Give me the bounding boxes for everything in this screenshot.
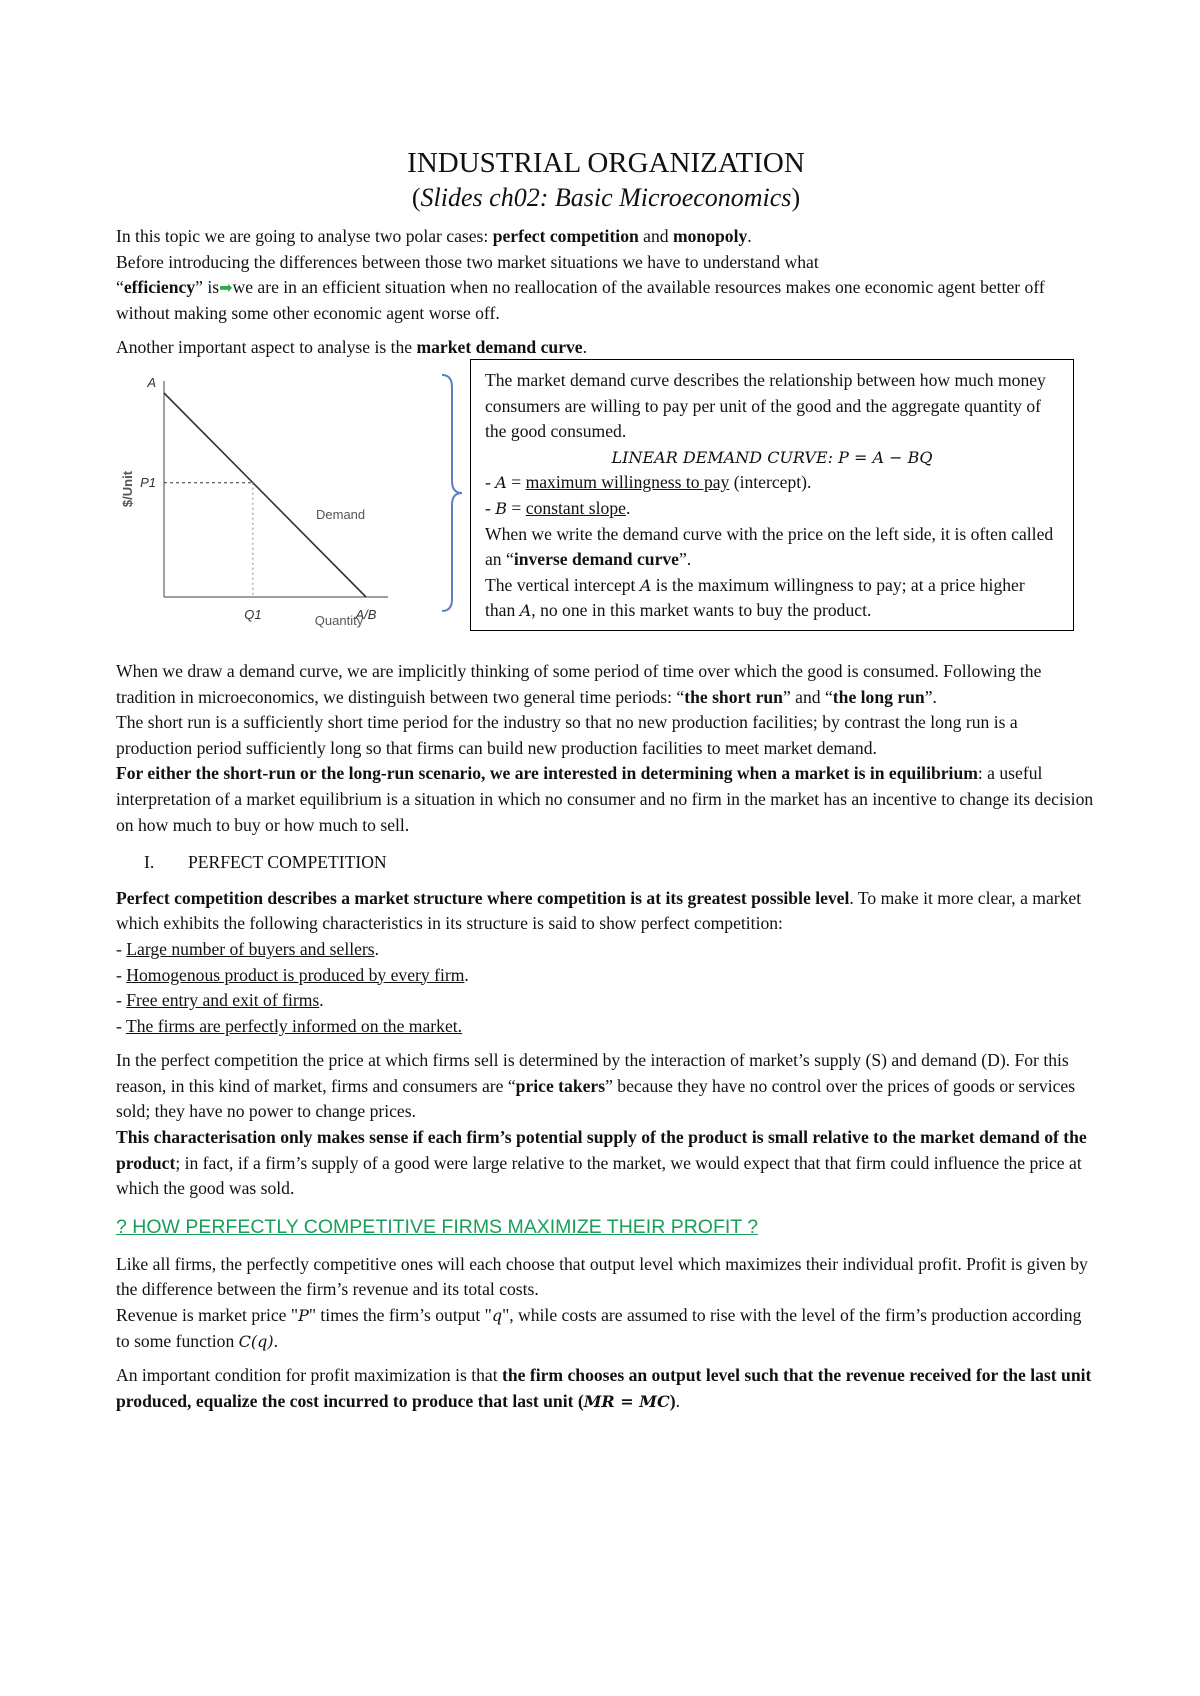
text-run: =	[507, 497, 526, 518]
box-inverse-demand	[485, 522, 1059, 573]
bold-term: the short run	[684, 686, 783, 707]
underlined-term: maximum willingness to pay	[525, 472, 730, 493]
text-run: -	[485, 497, 496, 518]
section-number: I.	[144, 852, 155, 873]
text-run: ” because they have no control over the prices of goods or services sold; they have no power to change prices.	[116, 1075, 1076, 1122]
text-run: ”.	[679, 549, 692, 570]
text-run: .	[582, 337, 588, 358]
text-run: The vertical intercept	[485, 574, 640, 595]
list-end: .	[374, 938, 380, 959]
bold-term: market demand curve	[416, 337, 583, 358]
bold-term: This characterisation only makes sense if each firm’s potential supply of the product is small relative to the market demand of the product	[116, 1127, 1087, 1173]
text-run: An important condition for profit maximization is that	[116, 1365, 503, 1386]
right-brace-icon	[440, 373, 470, 613]
y-tick-label-p1: P1	[140, 474, 156, 490]
x-axis-label: Quantity	[314, 612, 364, 628]
text-run: : a useful interpretation of a market equilibrium is a situation in which no consumer and no firm in the market has an incentive to change its decision on how much to buy or how much to sell.	[116, 763, 1094, 835]
text-run: .	[625, 497, 631, 518]
text-run: .	[747, 226, 752, 246]
list-dash: -	[116, 1015, 126, 1036]
text-run: .	[675, 1390, 680, 1411]
list-dash: -	[116, 938, 127, 959]
text-run: ", while costs are assumed to rise with the level of the firm’s production according to some function	[116, 1305, 1082, 1351]
demand-series-label: Demand	[316, 506, 366, 522]
subtitle-open-paren: (	[411, 183, 421, 212]
bold-term: Perfect competition describes a market structure where competition is at its greatest possible level	[116, 887, 850, 908]
bold-term: the firm chooses an output level such that the revenue received for the last unit produced, equalize the cost incurred to produce that last unit (	[116, 1365, 1092, 1411]
intro-paragraph-3	[116, 335, 1096, 361]
document-title: INDUSTRIAL ORGANIZATION	[407, 147, 805, 179]
list-end: .	[319, 990, 324, 1011]
bold-term: efficiency	[123, 277, 196, 298]
text-run: Another important aspect to analyse is the	[116, 337, 417, 358]
text-run: Revenue is market price "	[116, 1305, 299, 1326]
box-item-b	[485, 496, 1059, 522]
bold-term: inverse demand curve	[513, 549, 679, 570]
profit-paragraph-3	[116, 1363, 1096, 1414]
math-var: A	[639, 575, 652, 595]
definition-box	[470, 359, 1074, 631]
y-tick-label-a: A	[147, 374, 156, 390]
bold-term: the long run	[832, 686, 925, 707]
underlined-term: Free entry and exit of firms	[126, 990, 320, 1011]
text-run: =	[506, 472, 526, 493]
text-run: When we draw a demand curve, we are implicitly thinking of some period of time over which the good is consumed. Following the tradition in microeconomics, we distinguish between two general time periods: “	[116, 660, 1042, 707]
box-intercept	[485, 573, 1059, 624]
bold-term: perfect competition	[492, 226, 639, 246]
pc-paragraph-1	[116, 886, 1096, 937]
text-run: ” is	[195, 277, 220, 298]
underlined-term: Large number of buyers and sellers	[126, 938, 375, 959]
demand-line	[164, 393, 366, 597]
box-definition: The market demand curve describes the relationship between how much money consumers are willing to pay per unit of the good and the aggregate quantity of the good consumed.	[485, 369, 1046, 442]
text-run: -	[485, 472, 496, 493]
text-run: (intercept).	[729, 472, 812, 493]
profit-paragraph-2	[116, 1303, 1096, 1354]
box-item-a	[485, 470, 1059, 496]
demand-section	[116, 363, 1096, 659]
text-run: ” and “	[782, 686, 833, 707]
text-run: When we write the demand curve with the price on the left side, it is often called an “	[485, 523, 1054, 570]
bold-term: monopoly	[672, 226, 748, 246]
pc-list-item	[116, 963, 1096, 989]
list-end: .	[464, 964, 469, 985]
document-page	[116, 140, 1096, 1414]
section-heading-perfect-competition	[116, 850, 1096, 876]
text-run: ; in fact, if a firm’s supply of a good were large relative to the market, we would expect that that firm could influence the price at which the good was sold.	[116, 1152, 1082, 1199]
text-run: In this topic we are going to analyse two polar cases:	[116, 226, 493, 246]
subtitle-text: Slides ch02: Basic Microeconomics	[420, 183, 792, 212]
bold-term: For either the short-run or the long-run scenario, we are interested in determining when a market is in equilibrium	[116, 763, 978, 784]
text-run: ”.	[924, 686, 937, 707]
text-run: , no one in this market wants to buy the product.	[531, 600, 872, 621]
x-tick-label-q1: Q1	[244, 606, 262, 622]
demand-curve-chart	[116, 363, 436, 653]
text-run: .	[273, 1330, 279, 1351]
formula-text: LINEAR DEMAND CURVE: P = A − BQ	[611, 447, 933, 467]
math-var: B	[495, 498, 508, 518]
right-arrow-icon: ➡	[219, 278, 233, 298]
box-formula	[485, 445, 1059, 471]
math-var: P	[298, 1306, 309, 1326]
pc-list-item	[116, 1014, 1096, 1040]
text-run: is the maximum willingness to pay; at a price higher than	[485, 574, 1025, 621]
bold-term: price takers	[515, 1075, 606, 1096]
math-var: A	[519, 601, 532, 621]
list-dash: -	[116, 990, 127, 1011]
profit-paragraph-1: Like all firms, the perfectly competitive ones will each choose that output level which maximizes their individual profit. Profit is given by the difference between the firm’s revenue and its total costs.	[116, 1253, 1088, 1300]
bold-term: )	[669, 1390, 676, 1411]
document-subtitle	[116, 182, 1096, 214]
math-var: C(q)	[238, 1331, 274, 1351]
periods-paragraph-1	[116, 659, 1096, 710]
math-var: q	[491, 1306, 503, 1326]
text-run: " times the firm’s output "	[308, 1305, 492, 1326]
list-dash: -	[116, 964, 127, 985]
y-axis-label: $/Unit	[120, 470, 135, 508]
periods-paragraph-3	[116, 761, 1096, 838]
math-var: MR = MC	[583, 1391, 670, 1411]
pc-paragraph-2	[116, 1048, 1096, 1125]
pc-list-item	[116, 937, 1096, 963]
underlined-term: constant slope	[525, 497, 626, 518]
text-run: and	[638, 226, 673, 246]
text-run: . To make it more clear, a market which exhibits the following characteristics in its structure is said to show perfect competition:	[116, 887, 1082, 934]
text-run: In the perfect competition the price at which firms sell is determined by the interaction of market’s supply (S) and demand (D). For this reason, in this kind of market, firms and consumers are “	[116, 1050, 1069, 1096]
profit-max-heading: ? HOW PERFECTLY COMPETITIVE FIRMS MAXIMIZE THEIR PROFIT ?	[116, 1215, 759, 1238]
intro-paragraph-2	[116, 250, 1096, 327]
section-title: PERFECT COMPETITION	[188, 852, 387, 873]
text-run: Before introducing the differences between those two market situations we have to understand what	[116, 251, 819, 272]
math-var: A	[495, 473, 507, 493]
periods-paragraph-2: The short run is a sufficiently short time period for the industry so that no new production facilities; by contrast the long run is a production period sufficiently long so that firms can build new production facilities to meet market demand.	[116, 712, 1018, 758]
x-tick-label-a-over-b: A/B	[355, 606, 377, 622]
subtitle-close-paren: )	[791, 183, 801, 212]
text-run: we are in an efficient situation when no reallocation of the available resources makes one economic agent better off without making some other economic agent worse off.	[116, 277, 1045, 323]
intro-paragraph-1	[116, 224, 1096, 250]
pc-paragraph-3	[116, 1125, 1096, 1202]
underlined-term: The firms are perfectly informed on the market.	[125, 1015, 463, 1036]
underlined-term: Homogenous product is produced by every firm	[126, 964, 465, 985]
text-run: “	[116, 277, 124, 298]
pc-list-item	[116, 988, 1096, 1014]
